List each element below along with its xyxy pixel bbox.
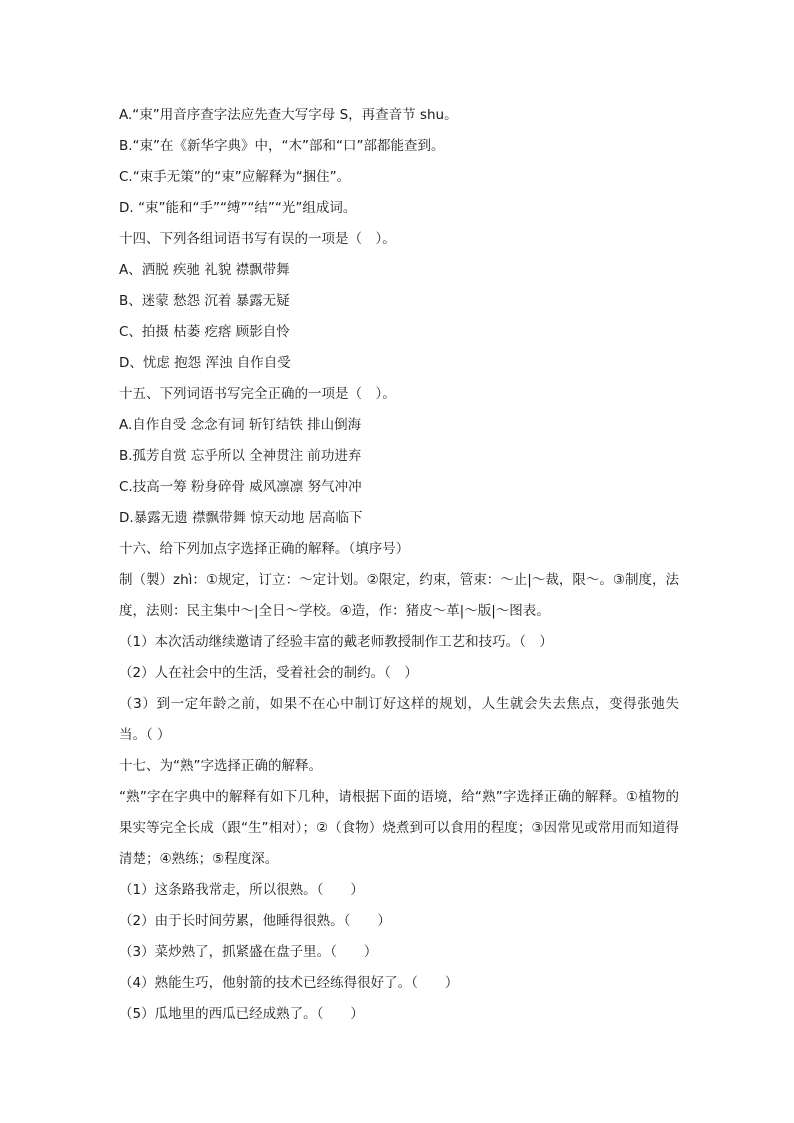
question-14-option-c: C、拍摄 枯萎 疙瘩 顾影自怜 xyxy=(119,324,290,340)
option-b-shu: B.“束”在《新华字典》中，“木”部和“口”部都能查到。 xyxy=(119,138,445,154)
question-17-item-3: （3）菜炒熟了，抓紧盛在盘子里。（ ） xyxy=(119,944,378,960)
question-15-option-d: D.暴露无遗 襟飘带舞 惊天动地 居高临下 xyxy=(119,510,363,526)
question-17-item-2: （2）由于长时间劳累，他睡得很熟。（ ） xyxy=(119,913,391,929)
option-c-shu: C.“束手无策”的“束”应解释为“捆住”。 xyxy=(119,169,351,185)
document-content xyxy=(119,100,679,1030)
question-14-option-d: D、忧虑 抱怨 浑浊 自作自受 xyxy=(119,355,291,371)
question-14-option-a: A、洒脱 疾驰 礼貌 襟飘带舞 xyxy=(119,262,290,278)
question-17-definition: “熟”字在字典中的解释有如下几种，请根据下面的语境，给“熟”字选择正确的解释。①植物的果实等完全长成（跟“生”相对）；②（食物）烧煮到可以食用的程度；③因常见或常用而知道得清楚；④熟练；⑤程度深。 xyxy=(119,789,679,867)
question-16-item-3: （3）到一定年龄之前，如果不在心中制订好这样的规划，人生就会失去焦点，变得张弛失当。（ ） xyxy=(119,696,679,743)
question-17-item-4: （4）熟能生巧，他射箭的技术已经练得很好了。（ ） xyxy=(119,975,459,991)
question-17-item-5: （5）瓜地里的西瓜已经成熟了。（ ） xyxy=(119,1006,364,1022)
question-15-option-c: C.技高一筹 粉身碎骨 威风凛凛 努气冲冲 xyxy=(119,479,362,495)
question-17-title: 十七、为“熟”字选择正确的解释。 xyxy=(119,758,322,774)
question-16-title: 十六、给下列加点字选择正确的解释。（填序号） xyxy=(119,541,410,557)
option-d-shu: D. “束”能和“手”“缚”“结”“光”组成词。 xyxy=(119,200,357,216)
question-15-option-a: A.自作自受 念念有词 斩钉结铁 排山倒海 xyxy=(119,417,362,433)
question-16-item-1: （1）本次活动继续邀请了经验丰富的戴老师教授制作工艺和技巧。（ ） xyxy=(119,634,553,650)
question-14-option-b: B、迷蒙 愁怨 沉着 暴露无疑 xyxy=(119,293,290,309)
question-16-definition: 制（製）zhì：①规定，订立：～定计划。②限定，约束，管束：～止|～裁，限～。③制度，法度，法则：民主集中～|全日～学校。④造，作：猪皮～革|～版|～图表。 xyxy=(119,572,679,619)
option-a-shu: A.“束”用音序查字法应先查大写字母 S，再查音节 shu。 xyxy=(119,107,458,123)
question-17-item-1: （1）这条路我常走，所以很熟。（ ） xyxy=(119,882,364,898)
question-14-title: 十四、下列各组词语书写有误的一项是（ ）。 xyxy=(119,231,396,247)
question-15-title: 十五、下列词语书写完全正确的一项是（ ）。 xyxy=(119,386,396,402)
question-16-item-2: （2）人在社会中的生活，受着社会的制约。（ ） xyxy=(119,665,418,681)
question-15-option-b: B.孤芳自赏 忘乎所以 全神贯注 前功进弃 xyxy=(119,448,362,464)
